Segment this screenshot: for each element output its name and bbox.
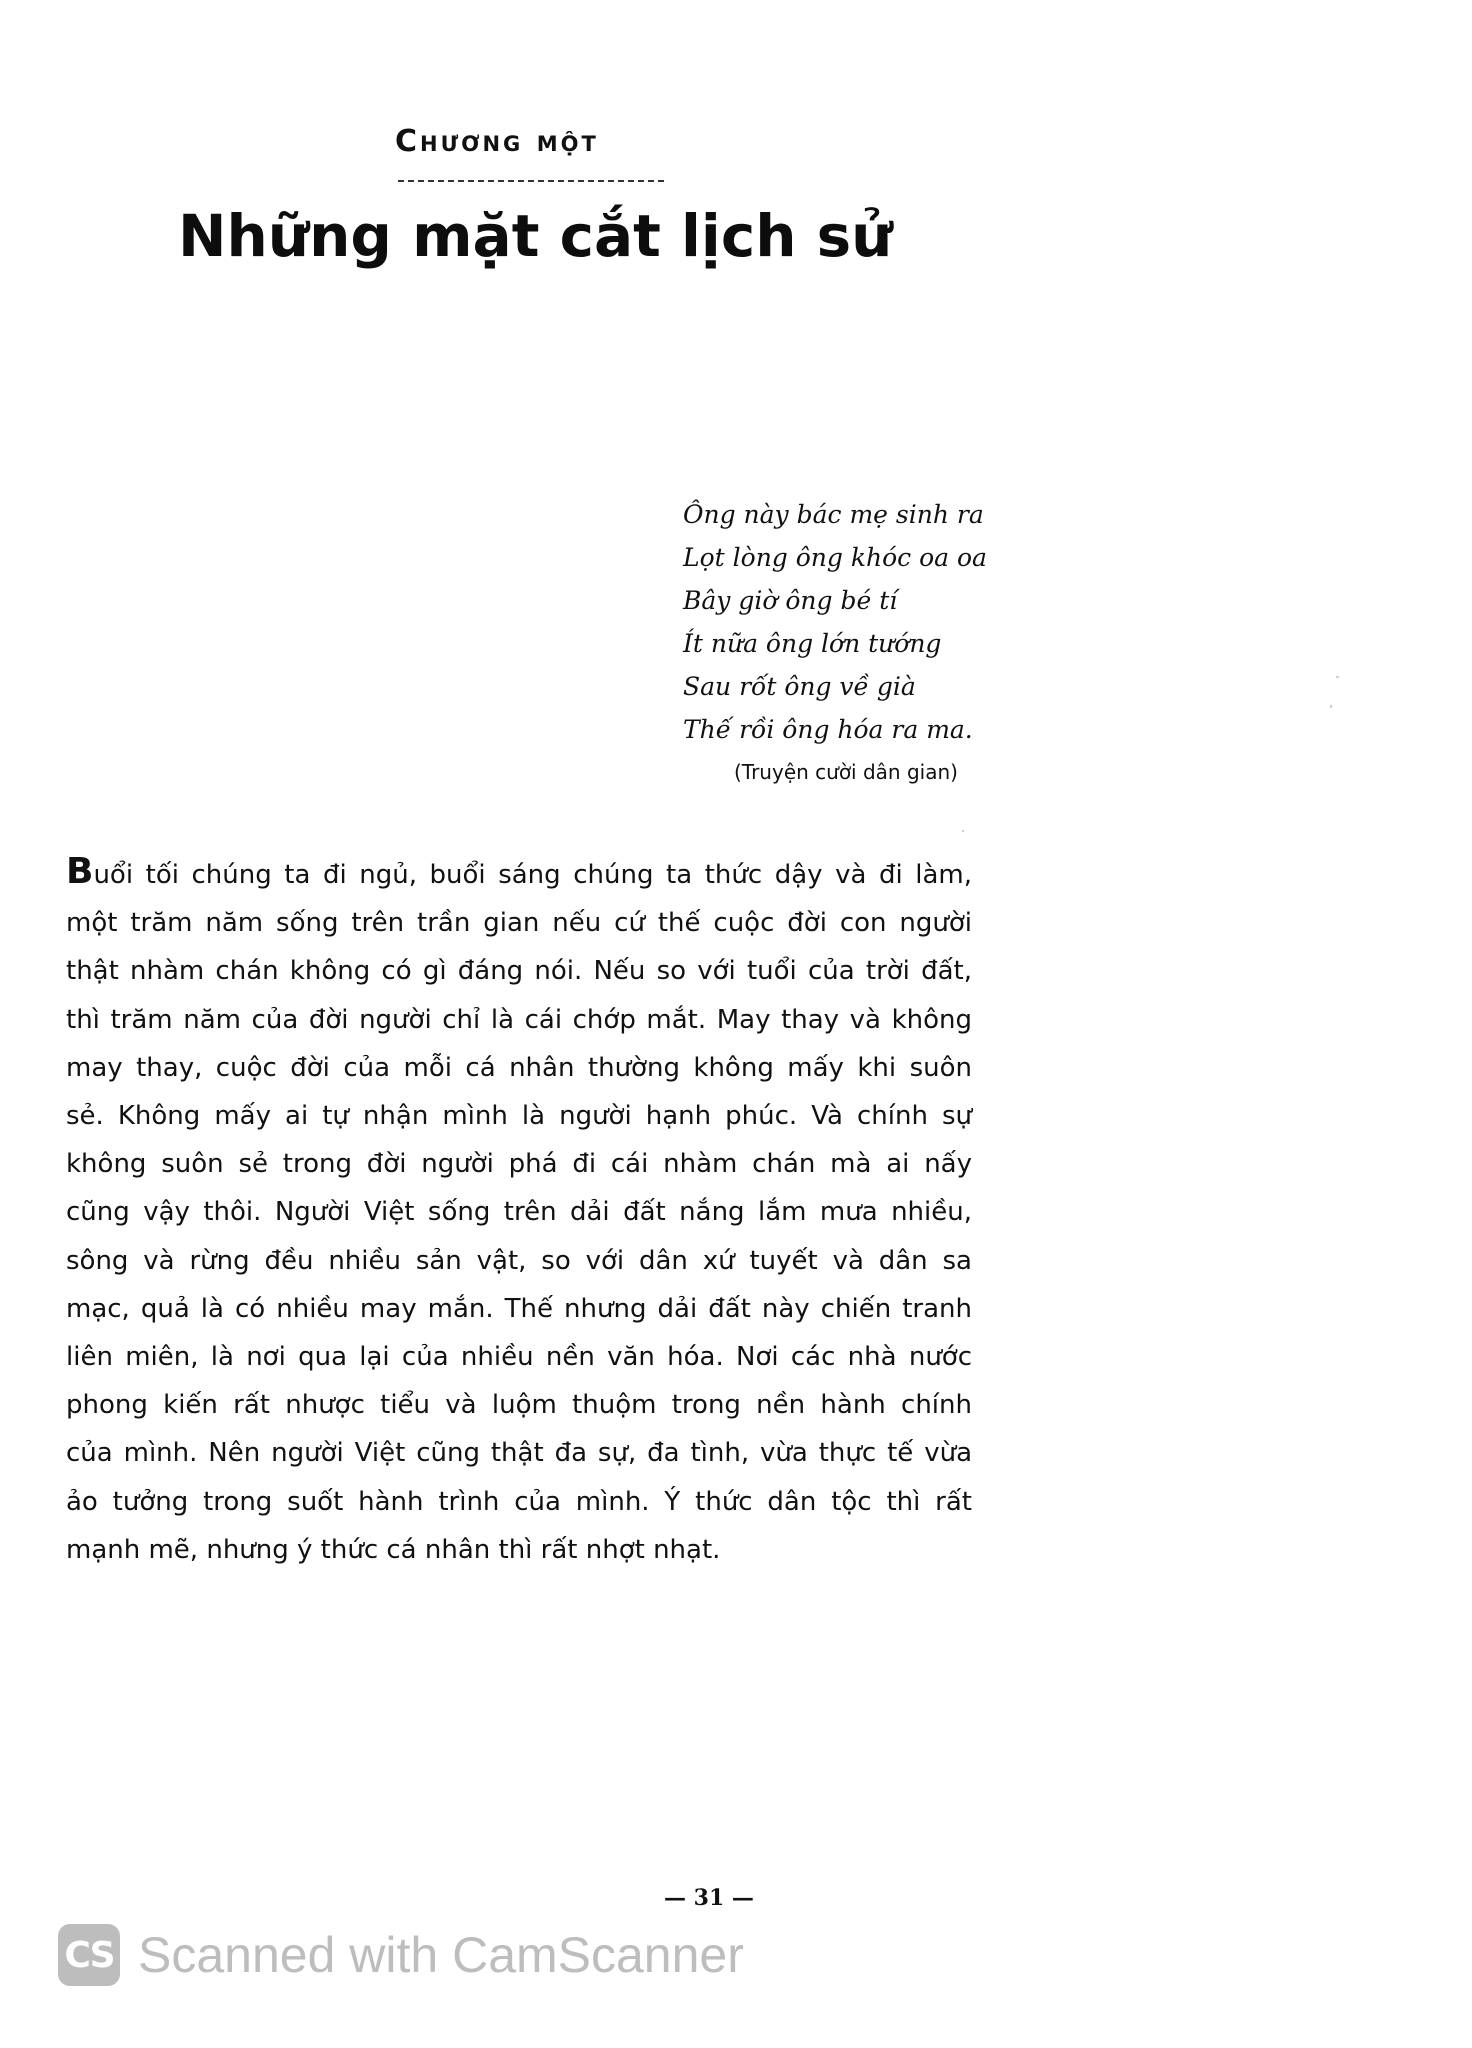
body-line: sông và rừng đều nhiều sản vật, so với dân xứ tuyết và dân sa <box>66 1245 972 1276</box>
body-line: liên miên, là nơi qua lại của nhiều nền văn hóa. Nơi các nhà nước <box>66 1342 972 1373</box>
scan-speck <box>962 830 964 832</box>
epigraph-line: Bây giờ ông bé tí <box>683 586 898 615</box>
epigraph-line: Sau rốt ông về già <box>683 672 916 701</box>
chapter-title: Những mặt cắt lịch sử <box>178 202 893 270</box>
body-line: một trăm năm sống trên trần gian nếu cứ thế cuộc đời con người <box>66 908 972 939</box>
scan-speck <box>1336 676 1339 678</box>
body-line: ảo tưởng trong suốt hành trình của mình. Ý thức dân tộc thì rất <box>66 1486 972 1517</box>
epigraph-poem <box>683 493 1043 751</box>
body-line: của mình. Nên người Việt cũng thật đa sự, đa tình, vừa thực tế vừa <box>66 1438 972 1469</box>
epigraph-line: Ông này bác mẹ sinh ra <box>683 500 984 529</box>
body-line: may thay, cuộc đời của mỗi cá nhân thường không mấy khi suôn <box>66 1052 972 1083</box>
epigraph-line: Ít nữa ông lớn tướng <box>683 629 942 658</box>
body-line <box>66 848 972 899</box>
drop-letter: B <box>66 851 94 892</box>
body-line-text: uổi tối chúng ta đi ngủ, buổi sáng chúng ta thức dậy và đi làm, <box>93 860 972 890</box>
epigraph-line: Thế rồi ông hóa ra ma. <box>683 715 973 744</box>
body-line: thì trăm năm của đời người chỉ là cái chớp mắt. May thay và không <box>66 1004 972 1035</box>
page-number: — 31 — <box>664 1885 754 1911</box>
body-line: cũng vậy thôi. Người Việt sống trên dải đất nắng lắm mưa nhiều, <box>66 1197 972 1228</box>
chapter-divider <box>398 180 664 182</box>
body-line: mạnh mẽ, nhưng ý thức cá nhân thì rất nhợt nhạt. <box>66 1534 721 1565</box>
epigraph-line: Lọt lòng ông khóc oa oa <box>683 543 987 572</box>
body-line: mạc, quả là có nhiều may mắn. Thế nhưng dải đất này chiến tranh <box>66 1293 972 1324</box>
camscanner-logo-icon: CS <box>58 1924 120 1986</box>
body-line: sẻ. Không mấy ai tự nhận mình là người hạnh phúc. Và chính sự <box>66 1101 972 1132</box>
body-line: không suôn sẻ trong đời người phá đi cái nhàm chán mà ai nấy <box>66 1149 972 1180</box>
watermark-text: Scanned with CamScanner <box>138 1927 744 1983</box>
scan-speck <box>1330 705 1332 708</box>
body-line: phong kiến rất nhược tiểu và luộm thuộm trong nền hành chính <box>66 1390 972 1421</box>
body-paragraph <box>66 848 972 1574</box>
camscanner-watermark <box>58 1924 744 1986</box>
chapter-label: Chương một <box>395 124 599 159</box>
body-line: thật nhàm chán không có gì đáng nói. Nếu so với tuổi của trời đất, <box>66 956 972 987</box>
epigraph-source: (Truyện cười dân gian) <box>734 760 958 784</box>
